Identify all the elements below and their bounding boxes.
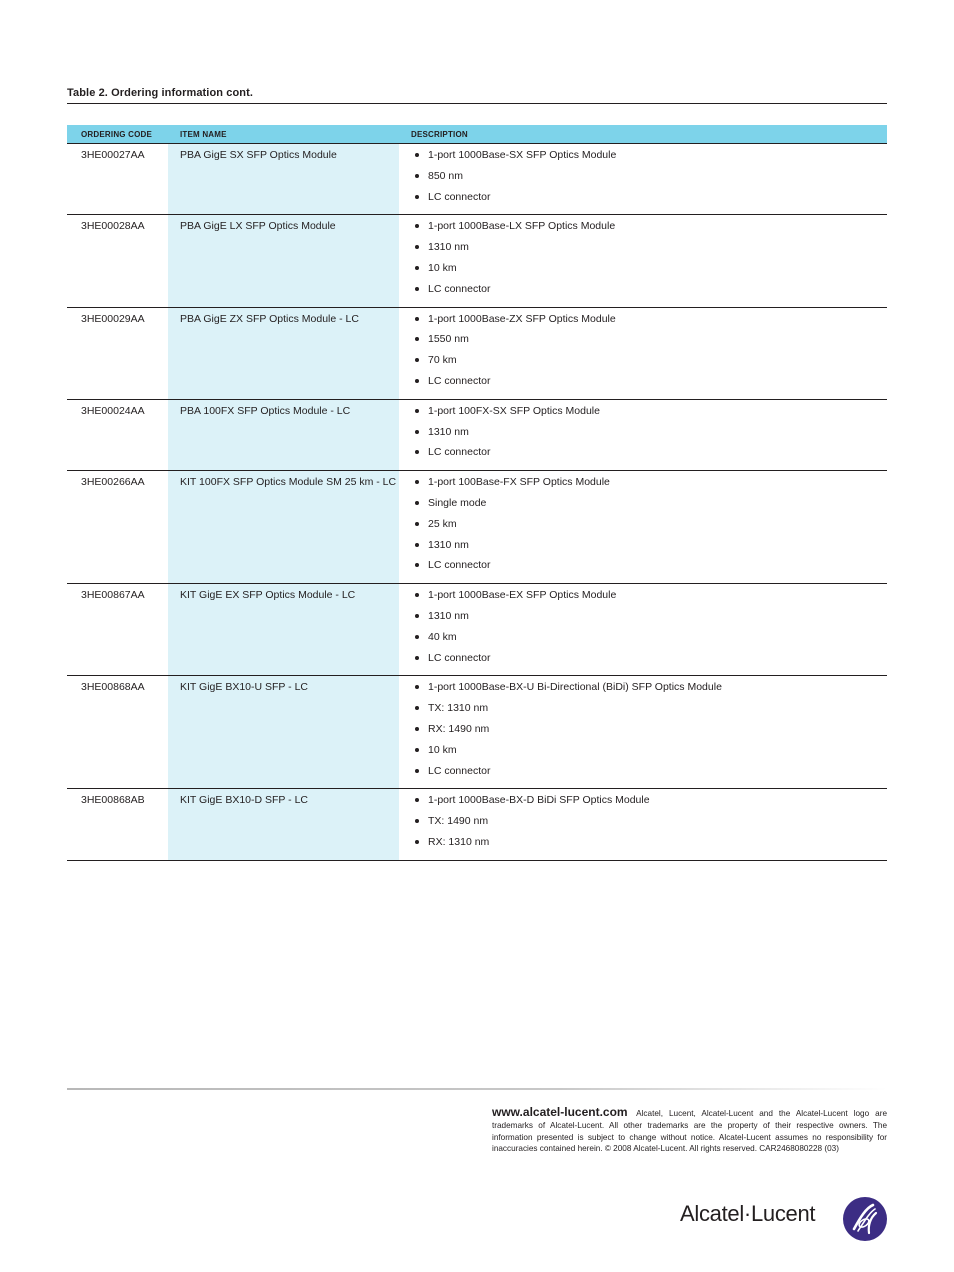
description-item: Single mode bbox=[414, 497, 887, 518]
alcatel-lucent-logo-icon bbox=[842, 1196, 888, 1242]
description-item: 1550 nm bbox=[414, 333, 887, 354]
description-list bbox=[414, 589, 887, 675]
table-row bbox=[67, 584, 887, 676]
footer-divider bbox=[67, 1088, 887, 1090]
description-item: RX: 1490 nm bbox=[414, 723, 887, 744]
item-name-cell: PBA GigE ZX SFP Optics Module - LC bbox=[168, 307, 399, 399]
description-item: LC connector bbox=[414, 559, 887, 580]
company-logo-text: Alcatel·Lucent bbox=[680, 1201, 816, 1226]
description-item: 1-port 1000Base-EX SFP Optics Module bbox=[414, 589, 887, 610]
item-name-cell: KIT GigE BX10-D SFP - LC bbox=[168, 789, 399, 860]
ordering-code-cell: 3HE00027AA bbox=[67, 144, 168, 215]
description-item: LC connector bbox=[414, 283, 887, 304]
description-item: LC connector bbox=[414, 191, 887, 212]
table-row bbox=[67, 676, 887, 789]
description-list bbox=[414, 149, 887, 214]
description-list bbox=[414, 313, 887, 399]
description-item: 1310 nm bbox=[414, 610, 887, 631]
description-list bbox=[414, 405, 887, 470]
description-cell bbox=[399, 676, 887, 789]
table-row bbox=[67, 144, 887, 215]
description-list bbox=[414, 794, 887, 859]
description-item: TX: 1310 nm bbox=[414, 702, 887, 723]
description-item: 1-port 1000Base-LX SFP Optics Module bbox=[414, 220, 887, 241]
description-item: 1310 nm bbox=[414, 426, 887, 447]
description-item: 1-port 1000Base-SX SFP Optics Module bbox=[414, 149, 887, 170]
description-item: LC connector bbox=[414, 652, 887, 673]
table-row bbox=[67, 471, 887, 584]
description-cell bbox=[399, 215, 887, 307]
ordering-code-cell: 3HE00024AA bbox=[67, 399, 168, 470]
table-row bbox=[67, 307, 887, 399]
description-item: 1-port 1000Base-BX-D BiDi SFP Optics Module bbox=[414, 794, 887, 815]
description-item: LC connector bbox=[414, 375, 887, 396]
item-name-cell: PBA 100FX SFP Optics Module - LC bbox=[168, 399, 399, 470]
ordering-code-cell: 3HE00266AA bbox=[67, 471, 168, 584]
description-item: TX: 1490 nm bbox=[414, 815, 887, 836]
description-item: 850 nm bbox=[414, 170, 887, 191]
description-item: 70 km bbox=[414, 354, 887, 375]
table-row bbox=[67, 399, 887, 470]
description-item: 1310 nm bbox=[414, 539, 887, 560]
description-item: 1-port 1000Base-ZX SFP Optics Module bbox=[414, 313, 887, 334]
description-cell bbox=[399, 789, 887, 860]
description-cell bbox=[399, 399, 887, 470]
description-cell bbox=[399, 471, 887, 584]
description-item: RX: 1310 nm bbox=[414, 836, 887, 857]
ordering-code-cell: 3HE00868AA bbox=[67, 676, 168, 789]
ordering-code-cell: 3HE00868AB bbox=[67, 789, 168, 860]
description-list bbox=[414, 476, 887, 583]
column-header-item-name: ITEM NAME bbox=[168, 125, 399, 144]
ordering-code-cell: 3HE00867AA bbox=[67, 584, 168, 676]
item-name-cell: PBA GigE SX SFP Optics Module bbox=[168, 144, 399, 215]
column-header-ordering-code: ORDERING CODE bbox=[67, 125, 168, 144]
description-item: 10 km bbox=[414, 744, 887, 765]
column-header-description: DESCRIPTION bbox=[399, 125, 887, 144]
legal-notice bbox=[492, 1107, 887, 1155]
description-cell bbox=[399, 584, 887, 676]
description-item: LC connector bbox=[414, 446, 887, 467]
item-name-cell: KIT 100FX SFP Optics Module SM 25 km - LC bbox=[168, 471, 399, 584]
table-row bbox=[67, 215, 887, 307]
description-list bbox=[414, 220, 887, 306]
description-item: 10 km bbox=[414, 262, 887, 283]
ordering-code-cell: 3HE00028AA bbox=[67, 215, 168, 307]
table-row bbox=[67, 789, 887, 860]
description-item: 25 km bbox=[414, 518, 887, 539]
item-name-cell: KIT GigE EX SFP Optics Module - LC bbox=[168, 584, 399, 676]
ordering-code-cell: 3HE00029AA bbox=[67, 307, 168, 399]
description-cell bbox=[399, 144, 887, 215]
website-link[interactable]: www.alcatel-lucent.com bbox=[492, 1105, 628, 1119]
description-item: 1-port 1000Base-BX-U Bi-Directional (BiDi) SFP Optics Module bbox=[414, 681, 887, 702]
description-item: 1310 nm bbox=[414, 241, 887, 262]
description-item: LC connector bbox=[414, 765, 887, 786]
table-body bbox=[67, 144, 887, 861]
description-list bbox=[414, 681, 887, 788]
description-item: 1-port 100FX-SX SFP Optics Module bbox=[414, 405, 887, 426]
item-name-cell: PBA GigE LX SFP Optics Module bbox=[168, 215, 399, 307]
item-name-cell: KIT GigE BX10-U SFP - LC bbox=[168, 676, 399, 789]
caption-divider bbox=[67, 103, 887, 104]
ordering-table bbox=[67, 125, 887, 861]
description-cell bbox=[399, 307, 887, 399]
description-item: 40 km bbox=[414, 631, 887, 652]
table-header-row bbox=[67, 125, 887, 144]
table-caption: Table 2. Ordering information cont. bbox=[67, 87, 254, 99]
description-item: 1-port 100Base-FX SFP Optics Module bbox=[414, 476, 887, 497]
legal-text: Alcatel, Lucent, Alcatel-Lucent and the Alcatel-Lucent logo are trademarks of Alcatel-Lucent. All other trademarks are the property of their respective owners. The information presented is subject to change without notice. Alcatel-Lucent assumes no responsibility for inaccuracies contained herein. © 2008 Alcatel-Lucent. All rights reserved. CAR2468080228 (03) bbox=[492, 1109, 887, 1154]
